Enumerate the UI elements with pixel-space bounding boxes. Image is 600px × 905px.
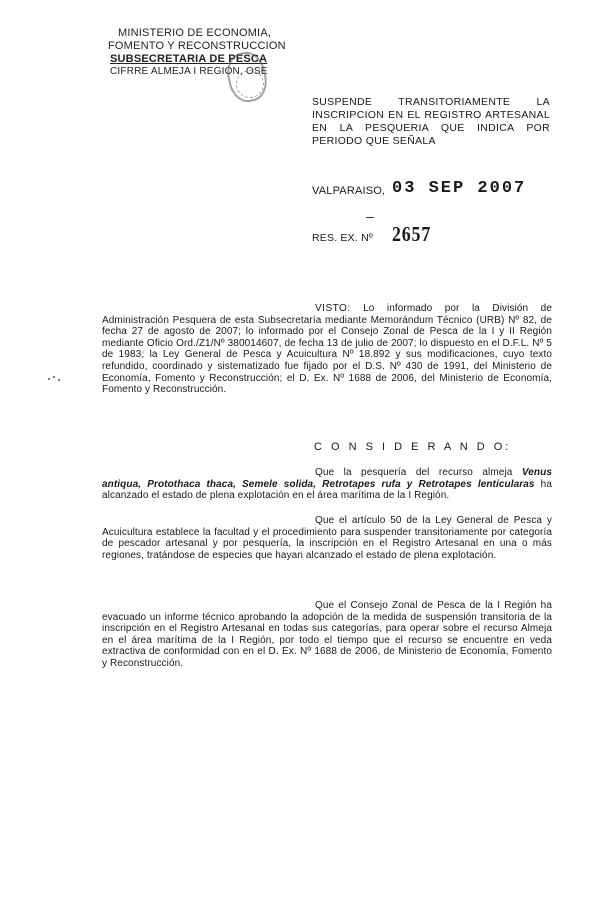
seal-mark [236,70,264,98]
resolution-label: RES. EX. Nº [312,232,373,244]
divider-mark [366,217,374,218]
p2-text: Que el artículo 50 de la Ley General de Pesca y Acuicultura establece la facultad y el procedimiento para suspender transitoriamente por categoría de pescador artesanal y por pesquería, la inscripción en el Registro Artesanal en una o más regiones, tratándose de especies que hayan alcanzado el estado de plena explotación. [102,515,552,561]
ministry-name: MINISTERIO DE ECONOMIA, [118,27,272,39]
species-list: Venus antiqua, Protothaca thaca, Semele solida, Retrotapes rufa y Retrotapes lenticularas [102,467,553,490]
ministry-subtitle: FOMENTO Y RECONSTRUCCION [108,40,286,52]
place-label: VALPARAISO, [312,185,386,197]
visto-text: Lo informado por la División de Administración Pesquera de esta Subsecretaría mediante Memorándum Técnico (URB) Nº 82, de fecha 27 de agosto de 2007; lo informado por el Consejo Zonal de Pesca de la I y II Región mediante Oficio Ord./Z1/Nº 380014607, de fecha 13 de julio de 2007; lo dispuesto en el D.F.L. Nº 5 de 1983; la Ley General de Pesca y Acuicultura Nº 18.892 y sus modificaciones, cuyo texto refundido, coordinado y sistematizado fue fijado por el D.S. Nº 430 de 1991, del Ministerio de Economía, Fomento y Reconstrucción; el D. Ex. Nº 1688 de 2006, del Ministerio de Economía, Fomento y Reconstrucción. [102,303,553,396]
p3-text: Que el Consejo Zonal de Pesca de la I Región ha evacuado un informe técnico aprobando la adopción de la medida de suspensión transitoria de la inscripción en el Registro Artesanal en todas sus categorías, para operar sobre el recurso Almeja en el área marítima de la I Región, por todo el tiempo que el recurso se encuentre en veda extractiva de conformidad con en el D. Ex. Nº 1688 de 2006, de Ministerio de Economía, Fomento y Reconstrucción. [102,600,552,669]
considerando-heading: C O N S I D E R A N D O: [314,441,512,453]
file-reference: CIFRRE ALMEJA I REGION, OSE [110,66,268,77]
subsecretaria-name: SUBSECRETARIA DE PESCA [110,53,268,65]
resolution-summary: SUSPENDE TRANSITORIAMENTE LA INSCRIPCION EN EL REGISTRO ARTESANAL EN LA PESQUERIA QUE INDICA POR PERIODO QUE SEÑALA [312,96,550,147]
p1-end: ha alcanzado el estado de plena explotación en el área marítima de la I Región. [102,478,552,502]
considerando-paragraph-1 [102,467,552,502]
resolution-number: 2657 [392,222,432,246]
visto-paragraph [102,303,552,396]
visto-label: VISTO: [315,303,351,314]
considerando-paragraph-2 [102,515,552,561]
considerando-paragraph-3 [102,600,552,670]
p1-start: Que la pesquería del recurso almeja [315,467,513,478]
date-stamp: 03 SEP 2007 [392,179,527,198]
scan-specks [48,376,62,382]
